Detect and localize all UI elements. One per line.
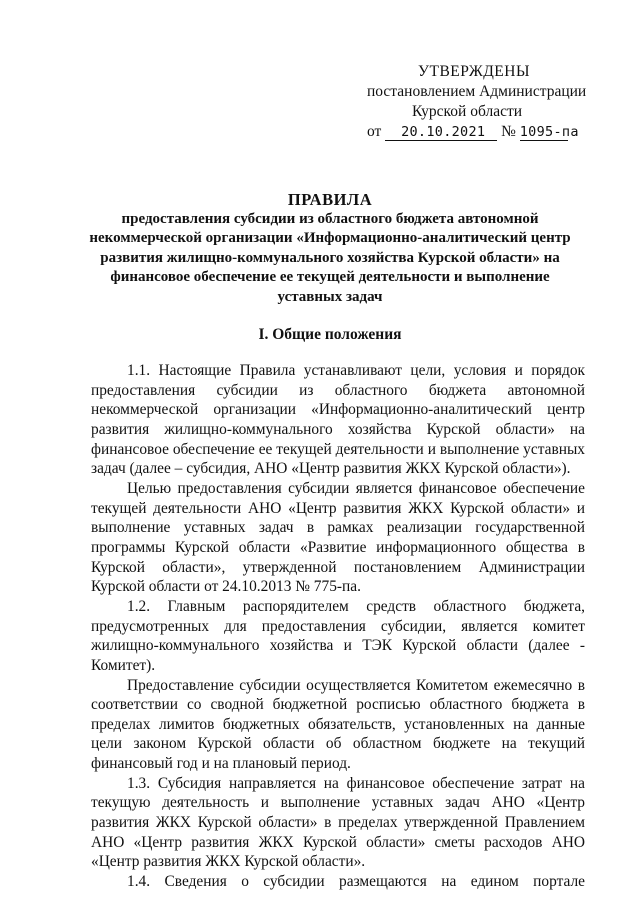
approval-date-prefix: от [367,123,382,140]
paragraph: 1.3. Субсидия направляется на финансовое обеспечение затрат на текущую деятельность и выполнение уставных задач АНО «Центр развития ЖКХ Курской области» в пределах утвержденной Правлением АНО «Центр развития ЖКХ Курской области» сметы расходов АНО «Центр развития ЖКХ Курской области». [91,774,585,871]
heading-line: уставных задач [277,288,383,305]
paragraph: 1.4. Сведения о субсидии размещаются на едином портале [127,873,585,891]
document-body [91,361,585,892]
heading-line: предоставления субсидии из областного бюджета автономной [121,210,539,227]
section-title: I. Общие положения [258,326,402,343]
approval-number-prefix: № [501,123,516,140]
approval-date-line [355,122,625,142]
heading-line: финансовое обеспечение ее текущей деятельности и выполнение [110,269,550,286]
document-title: ПРАВИЛА [287,190,373,209]
paragraph: 1.2. Главным распорядителем средств областного бюджета, предусмотренных для предоставления субсидии, является комитет жилищно-коммунального хозяйства и ТЭК Курской области (далее - Комитет). [91,597,585,674]
paragraph: Предоставление субсидии осуществляется Комитетом ежемесячно в соответствии со сводной бюджетной росписью областного бюджета в пределах лимитов бюджетных обязательств, установленных на данные цели законом Курской области об областном бюджете на текущий финансовый год и на плановый период. [91,676,585,773]
paragraph: 1.1. Настоящие Правила устанавливают цели, условия и порядок предоставления субсидии из областного бюджета автономной некоммерческой организации «Информационно-аналитический центр развития жилищно-коммунального хозяйства Курской области» на финансовое обеспечение ее текущей деятельности и выполнение уставных задач (далее – субсидия, АНО «Центр развития ЖКХ Курской области»). [91,362,585,478]
document-heading [80,190,580,308]
approval-stamp [355,62,625,142]
heading-line: развития жилищно-коммунального хозяйства Курской области» на [100,249,560,266]
heading-line: некоммерческой организации «Информационно-аналитический центр [89,230,571,247]
paragraph: Целью предоставления субсидии является финансовое обеспечение текущей деятельности АНО «Центр развития ЖКХ Курской области» и выполнение уставных задач в рамках реализации государственной программы Курской области «Развитие информационного общества в Курской области», утвержденной постановлением Администрации Курской области от 24.10.2013 № 775-па. [91,479,585,596]
approval-region: Курской области [412,103,523,120]
approval-by-line: постановлением Администрации [367,83,587,100]
approval-title: УТВЕРЖДЕНЫ [418,63,530,80]
approval-date: 20.10.2021 [385,125,497,141]
approval-number: 1095-па [519,124,579,140]
